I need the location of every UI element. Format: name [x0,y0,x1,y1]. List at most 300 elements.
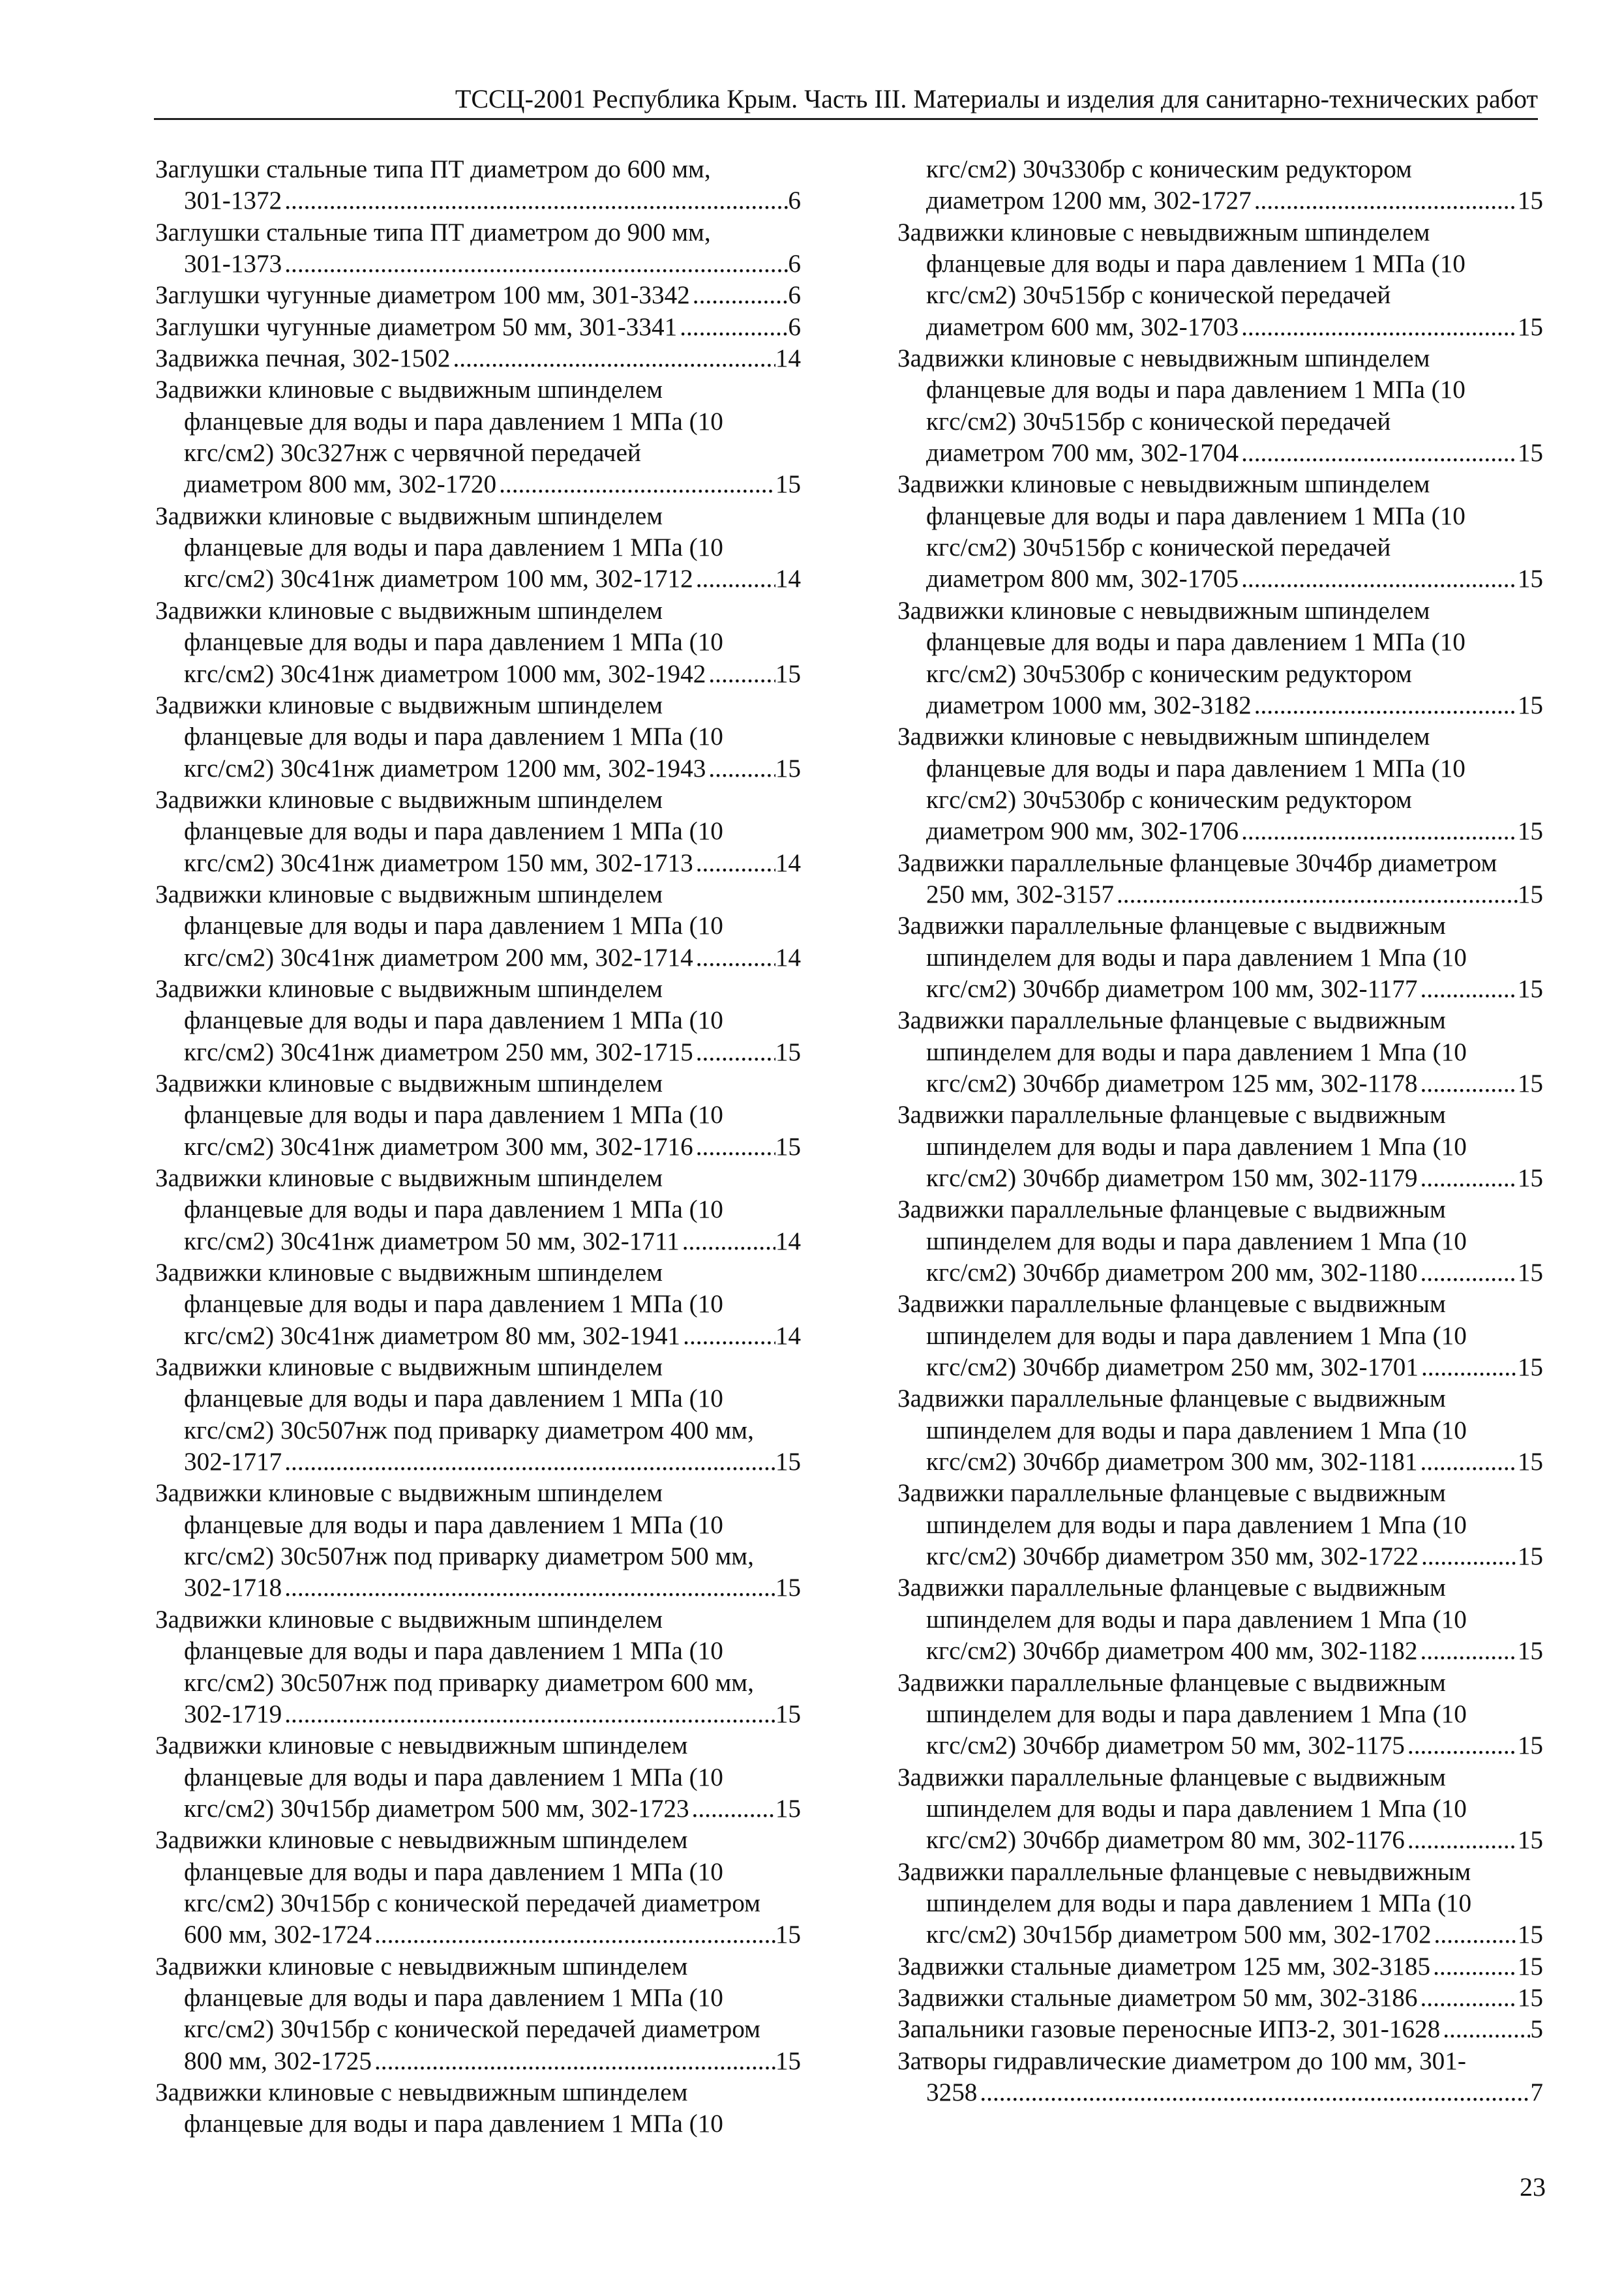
leader-dots [1418,1982,1518,2014]
entry-text: Заглушки стальные типа ПТ диаметром до 900 мм, [155,218,711,247]
entry-text: Задвижки параллельные фланцевые с выдвижным [897,912,1446,940]
entry-text: кгс/см2) 30с327нж с червячной передачей [184,439,641,468]
leader-dots [1405,1730,1518,1761]
index-entry-line [155,248,801,280]
index-entry-line [155,627,801,658]
entry-text: кгс/см2) 30ч515бр с конической передачей [926,281,1391,310]
leader-dots [1440,2014,1530,2045]
entry-text: Задвижки клиновые с невыдвижным шпинделем [897,723,1430,751]
index-entry-line [155,1478,801,1509]
index-entry-line [897,1100,1543,1131]
entry-page-number: 15 [1517,1921,1543,1949]
index-entry [897,721,1543,847]
index-entry-line [897,1888,1543,1919]
index-entry-line [155,910,801,942]
entry-text: Задвижки стальные диаметром 125 мм, 302-3185 [897,1952,1431,1981]
index-entry-line [897,627,1543,658]
entry-page-number: 15 [1517,565,1543,593]
index-entry-line [897,1226,1543,1257]
index-entry [897,217,1543,343]
index-entry-line [155,1541,801,1572]
leader-dots [1418,1446,1518,1478]
index-entry-line [897,1762,1543,1793]
index-entry [155,785,801,879]
entry-page-number: 15 [1517,439,1543,468]
entry-text: Задвижки параллельные фланцевые с выдвижным [897,1763,1446,1791]
leader-dots [450,343,775,374]
entry-text: фланцевые для воды и пара давлением 1 МПа (10 [926,754,1466,783]
entry-page-number: 15 [1517,691,1543,719]
entry-text: Задвижки клиновые с невыдвижным шпинделем [897,218,1430,247]
entry-page-number: 6 [788,187,801,215]
index-entry-line [897,942,1543,974]
index-entry-line [897,1194,1543,1225]
leader-dots [282,248,788,280]
entry-page-number: 15 [775,1038,801,1066]
index-entry [155,1257,801,1352]
index-entry-line [155,1163,801,1194]
entry-text: Задвижки параллельные фланцевые с выдвижным [897,1479,1446,1508]
index-entry [155,1352,801,1478]
entry-text: Задвижки клиновые с выдвижным шпинделем [155,1605,663,1634]
entry-text: шпинделем для воды и пара давлением 1 Мпа (10 [926,1038,1467,1066]
index-entry [155,343,801,374]
index-entry-line [155,1510,801,1541]
index-entry-line [155,816,801,847]
entry-text: Задвижки клиновые с невыдвижным шпинделем [155,1731,688,1760]
entry-page-number: 15 [775,1699,801,1728]
index-entry-line [897,1131,1543,1163]
index-entry [155,217,801,280]
entry-page-number: 14 [775,565,801,593]
entry-page-number: 15 [1517,1637,1543,1666]
entry-text: фланцевые для воды и пара давлением 1 МПа (10 [926,250,1466,278]
index-entry-line [155,1982,801,2014]
index-entry-line [897,1383,1543,1414]
entry-page-number: 15 [1517,312,1543,341]
entry-page-number: 7 [1530,2078,1543,2106]
index-entry-line [897,1919,1543,1951]
entry-text: Задвижки параллельные фланцевые 30ч4бр диаметром [897,848,1497,877]
index-entry-line [897,1636,1543,1667]
entry-text: фланцевые для воды и пара давлением 1 МПа (10 [184,1857,723,1886]
entry-text: фланцевые для воды и пара давлением 1 МПа (10 [184,1763,723,1791]
index-entry-line [155,438,801,469]
index-entry-line [897,343,1543,374]
entry-text: шпинделем для воды и пара давлением 1 Мпа (10 [926,1510,1467,1539]
entry-text: шпинделем для воды и пара давлением 1 Мпа (10 [926,1132,1467,1161]
index-entry-line [897,1163,1543,1194]
index-entry [155,2077,801,2140]
entry-page-number: 15 [1517,1259,1543,1287]
entry-page-number: 15 [1517,974,1543,1003]
entry-text: диаметром 700 мм, 302-1704 [926,439,1239,468]
entry-text: Задвижки клиновые с выдвижным шпинделем [155,880,663,908]
index-entry [897,1289,1543,1383]
index-column-right [897,154,1543,2108]
entry-text: Задвижки клиновые с выдвижным шпинделем [155,501,663,530]
index-entry [155,1951,801,2077]
entry-text: фланцевые для воды и пара давлением 1 МПа (10 [184,407,723,436]
entry-text: 600 мм, 302-1724 [184,1921,372,1949]
index-entry-line [897,248,1543,280]
index-entry [897,1762,1543,1857]
index-entry-line [155,848,801,879]
index-entry-line [155,1446,801,1478]
index-entry [155,374,801,500]
index-entry [155,312,801,343]
index-entry [155,280,801,311]
index-entry-line [155,501,801,532]
index-entry-line [155,879,801,910]
entry-page-number: 15 [1517,1069,1543,1098]
index-entry [155,1730,801,1825]
index-entry-line [897,1982,1543,2014]
index-entry-line [897,753,1543,785]
index-entry-line [897,1951,1543,1982]
index-entry [897,848,1543,911]
entry-text: Запальники газовые переносные ИПЗ-2, 301-1628 [897,2015,1441,2044]
entry-text: Задвижки клиновые с выдвижным шпинделем [155,1353,663,1382]
entry-text: Задвижки клиновые с невыдвижным шпинделем [897,470,1430,499]
leader-dots [1432,1919,1518,1951]
index-entry-line [897,721,1543,753]
index-entry-line [897,2046,1543,2077]
entry-text: фланцевые для воды и пара давлением 1 МПа (10 [184,1006,723,1035]
index-entry [155,1068,801,1163]
entry-text: кгс/см2) 30с41нж диаметром 1200 мм, 302-1943 [184,754,706,783]
entry-text: кгс/см2) 30ч515бр с конической передачей [926,533,1391,562]
index-entry-line [897,1668,1543,1699]
index-entry-line [897,595,1543,627]
entry-text: 800 мм, 302-1725 [184,2046,372,2075]
index-entry [897,1572,1543,1667]
index-entry [897,469,1543,595]
entry-text: кгс/см2) 30ч15бр с конической передачей диаметром [184,1889,760,1917]
entry-text: фланцевые для воды и пара давлением 1 МПа (10 [926,376,1466,404]
index-entry [897,595,1543,721]
index-entry-line [897,659,1543,690]
leader-dots [282,1699,775,1730]
index-entry-line [155,1037,801,1068]
entry-text: кгс/см2) 30с507нж под приварку диаметром 600 мм, [184,1668,754,1697]
entry-text: 301-1373 [184,250,282,278]
entry-text: кгс/см2) 30ч6бр диаметром 100 мм, 302-1177 [926,974,1418,1003]
entry-text: Задвижки клиновые с выдвижным шпинделем [155,1069,663,1098]
index-entry-line [155,185,801,217]
entry-text: кгс/см2) 30ч6бр диаметром 250 мм, 302-1701 [926,1353,1419,1382]
entry-text: шпинделем для воды и пара давлением 1 Мпа (10 [926,1227,1467,1255]
index-entry-line [897,1289,1543,1320]
leader-dots [1114,879,1518,910]
index-entry [897,343,1543,469]
index-entry-line [897,785,1543,816]
index-entry [897,1982,1543,2014]
entry-page-number: 15 [1517,1353,1543,1382]
index-entry-line [897,312,1543,343]
entry-page-number: 14 [775,1321,801,1350]
entry-text: кгс/см2) 30с41нж диаметром 150 мм, 302-1713 [184,848,693,877]
index-entry-line [155,1604,801,1636]
index-entry [155,1604,801,1730]
entry-page-number: 6 [788,312,801,341]
index-entry [155,595,801,690]
index-entry-line [155,2014,801,2045]
entry-page-number: 15 [1517,1731,1543,1760]
entry-text: кгс/см2) 30с41нж диаметром 1000 мм, 302-1942 [184,659,706,688]
header-title: ТССЦ-2001 Республика Крым. Часть III. Материалы и изделия для санитарно-технических работ [455,84,1538,113]
index-entry [897,1383,1543,1478]
entry-text: фланцевые для воды и пара давлением 1 МПа (10 [184,912,723,940]
entry-page-number: 14 [775,1227,801,1255]
index-entry-line [897,217,1543,248]
index-entry-line [155,1005,801,1036]
entry-text: шпинделем для воды и пара давлением 1 Мпа (10 [926,1321,1467,1350]
index-entry-line [155,469,801,500]
index-entry-line [155,374,801,406]
entry-text: Задвижки клиновые с выдвижным шпинделем [155,785,663,814]
leader-dots [680,1226,775,1257]
leader-dots [496,469,775,500]
entry-text: Задвижки параллельные фланцевые с выдвижным [897,1290,1446,1319]
index-entry-line [155,690,801,721]
index-entry-line [155,721,801,753]
index-entry-line [897,1699,1543,1730]
index-entry [897,1100,1543,1194]
index-entry-line [897,1478,1543,1509]
index-entry-line [155,1572,801,1604]
index-entry-line [897,438,1543,469]
index-entry-line [155,1919,801,1951]
index-entry-line [155,406,801,438]
index-entry-line [897,532,1543,563]
entry-text: Заглушки чугунные диаметром 50 мм, 301-3341 [155,312,678,341]
entry-text: фланцевые для воды и пара давлением 1 МПа (10 [184,1637,723,1666]
index-entry-line [897,374,1543,406]
index-entry [155,501,801,595]
entry-page-number: 15 [1517,1448,1543,1476]
leader-dots [977,2077,1530,2108]
leader-dots [689,1793,775,1825]
entry-page-number: 15 [1517,1542,1543,1571]
entry-text: шпинделем для воды и пара давлением 1 Мпа (10 [926,1699,1467,1728]
index-entry-line [155,532,801,563]
entry-text: Задвижки клиновые с выдвижным шпинделем [155,596,663,625]
entry-text: фланцевые для воды и пара давлением 1 МПа (10 [184,1983,723,2012]
entry-page-number: 15 [775,470,801,499]
index-entry-line [897,1730,1543,1761]
index-entry-line [155,942,801,974]
entry-text: Задвижки параллельные фланцевые с выдвижным [897,1101,1446,1130]
index-entry [897,2014,1543,2045]
entry-text: 301-1372 [184,187,282,215]
entry-text: кгс/см2) 30ч15бр диаметром 500 мм, 302-1702 [926,1921,1432,1949]
index-entry [155,690,801,785]
index-entry-line [155,280,801,311]
leader-dots [282,185,788,217]
entry-text: шпинделем для воды и пара давлением 1 Мпа (10 [926,1794,1467,1823]
leader-dots [1418,1636,1518,1667]
entry-text: шпинделем для воды и пара давлением 1 Мпа (10 [926,1605,1467,1634]
entry-text: кгс/см2) 30ч6бр диаметром 80 мм, 302-1176 [926,1826,1405,1855]
index-entry-line [155,753,801,785]
index-entry [897,1951,1543,1982]
index-entry-line [897,563,1543,595]
index-entry-line [897,1825,1543,1856]
index-entry-line [897,910,1543,942]
entry-text: Задвижка печная, 302-1502 [155,344,451,373]
index-entry [897,1478,1543,1572]
entry-text: шпинделем для воды и пара давлением 1 Мпа (10 [926,943,1467,972]
index-entry-line [155,343,801,374]
index-entry-line [897,1604,1543,1636]
entry-text: кгс/см2) 30с41нж диаметром 250 мм, 302-1715 [184,1038,693,1066]
index-entry-line [897,1541,1543,1572]
index-entry [155,1163,801,1257]
entry-text: Задвижки клиновые с невыдвижным шпинделем [897,344,1430,373]
index-entry-line [897,469,1543,500]
leader-dots [1430,1951,1518,1982]
index-entry-line [897,1572,1543,1604]
entry-text: фланцевые для воды и пара давлением 1 МПа (10 [184,628,723,657]
entry-text: фланцевые для воды и пара давлением 1 МПа (10 [184,533,723,562]
leader-dots [282,1446,775,1478]
entry-text: кгс/см2) 30с41нж диаметром 300 мм, 302-1716 [184,1132,693,1161]
leader-dots [282,1572,775,1604]
index-entry-line [897,1857,1543,1888]
leader-dots [1418,974,1518,1005]
entry-text: кгс/см2) 30с507нж под приварку диаметром 500 мм, [184,1542,754,1571]
entry-text: кгс/см2) 30ч6бр диаметром 150 мм, 302-1179 [926,1164,1418,1192]
index-entry [897,154,1543,217]
index-entry [897,910,1543,1005]
index-entry-line [897,1068,1543,1100]
entry-page-number: 15 [775,1921,801,1949]
index-entry-line [897,1037,1543,1068]
entry-page-number: 15 [1517,1826,1543,1855]
index-entry [897,1005,1543,1100]
leader-dots [1419,1541,1518,1572]
index-entry [897,2046,1543,2109]
index-entry-line [897,816,1543,847]
index-entry-line [155,1825,801,1856]
index-entry-line [155,1226,801,1257]
leader-dots [680,1321,775,1352]
entry-page-number: 15 [775,1132,801,1161]
entry-text: кгс/см2) 30с41нж диаметром 200 мм, 302-1714 [184,943,693,972]
index-entry [897,1194,1543,1289]
page-number: 23 [1520,2172,1546,2202]
entry-text: 302-1717 [184,1448,282,1476]
index-entry-line [155,2046,801,2077]
entry-text: фланцевые для воды и пара давлением 1 МПа (10 [184,1195,723,1224]
index-entry-line [155,1131,801,1163]
index-entry [155,974,801,1068]
entry-text: шпинделем для воды и пара давлением 1 Мпа (10 [926,1416,1467,1444]
entry-page-number: 15 [775,2046,801,2075]
entry-text: Задвижки клиновые с невыдвижным шпинделем [155,2078,688,2106]
index-entry-line [155,1793,801,1825]
entry-page-number: 15 [1517,1952,1543,1981]
index-entry-line [155,1636,801,1667]
index-entry-line [155,595,801,627]
entry-text: фланцевые для воды и пара давлением 1 МПа (10 [184,1510,723,1539]
entry-text: Задвижки клиновые с невыдвижным шпинделем [155,1952,688,1981]
index-entry-line [155,312,801,343]
index-entry-line [897,974,1543,1005]
index-entry-line [155,1100,801,1131]
entry-text: фланцевые для воды и пара давлением 1 МПа (10 [184,1384,723,1413]
leader-dots [1239,312,1518,343]
entry-page-number: 15 [775,754,801,783]
index-entry-line [155,785,801,816]
index-entry-line [897,1793,1543,1825]
index-entry-line [155,563,801,595]
index-entry-line [155,1352,801,1383]
entry-text: Задвижки параллельные фланцевые с выдвижным [897,1195,1446,1224]
index-entry-line [155,1068,801,1100]
leader-dots [693,942,775,974]
entry-text: кгс/см2) 30с41нж диаметром 80 мм, 302-1941 [184,1321,681,1350]
entry-text: Затворы гидравлические диаметром до 100 мм, 301- [897,2046,1466,2075]
index-entry-line [897,690,1543,721]
index-entry-line [897,1321,1543,1352]
index-entry [897,1857,1543,1951]
index-entry-line [155,2108,801,2140]
entry-text: кгс/см2) 30ч330бр с коническим редуктором [926,155,1412,183]
index-entry-line [155,1730,801,1761]
index-entry-line [897,879,1543,910]
leader-dots [1418,1163,1518,1194]
index-entry-line [897,501,1543,532]
entry-text: кгс/см2) 30ч6бр диаметром 400 мм, 302-1182 [926,1637,1418,1666]
index-entry-line [155,154,801,185]
leader-dots [1405,1825,1518,1856]
entry-page-number: 14 [775,943,801,972]
entry-text: кгс/см2) 30ч15бр диаметром 500 мм, 302-1723 [184,1794,689,1823]
entry-text: кгс/см2) 30ч530бр с коническим редуктором [926,785,1412,814]
entry-text: Задвижки клиновые с выдвижным шпинделем [155,1259,663,1287]
index-entry-line [897,280,1543,311]
index-entry-line [897,1005,1543,1036]
leader-dots [1418,1257,1518,1289]
entry-text: кгс/см2) 30ч6бр диаметром 300 мм, 302-1181 [926,1448,1418,1476]
index-entry [155,154,801,217]
leader-dots [1252,690,1518,721]
entry-text: Заглушки чугунные диаметром 100 мм, 301-3342 [155,281,690,310]
leader-dots [1252,185,1518,217]
entry-text: 3258 [926,2078,978,2106]
entry-page-number: 15 [775,659,801,688]
entry-text: Задвижки клиновые с выдвижным шпинделем [155,1164,663,1192]
index-entry-line [155,1857,801,1888]
entry-text: фланцевые для воды и пара давлением 1 МПа (10 [184,817,723,846]
index-entry-line [897,406,1543,438]
entry-text: Задвижки параллельные фланцевые с выдвижным [897,1574,1446,1602]
index-entry-line [897,2014,1543,2045]
entry-text: Задвижки клиновые с невыдвижным шпинделем [155,1826,688,1855]
index-entry-line [897,1415,1543,1446]
entry-page-number: 15 [775,1448,801,1476]
leader-dots [706,659,775,690]
leader-dots [372,1919,775,1951]
entry-text: Задвижки параллельные фланцевые с невыдвижным [897,1857,1471,1886]
index-entry-line [155,217,801,248]
index-entry-line [897,848,1543,879]
leader-dots [1419,1352,1518,1383]
entry-text: кгс/см2) 30с41нж диаметром 50 мм, 302-1711 [184,1227,680,1255]
leader-dots [706,753,775,785]
